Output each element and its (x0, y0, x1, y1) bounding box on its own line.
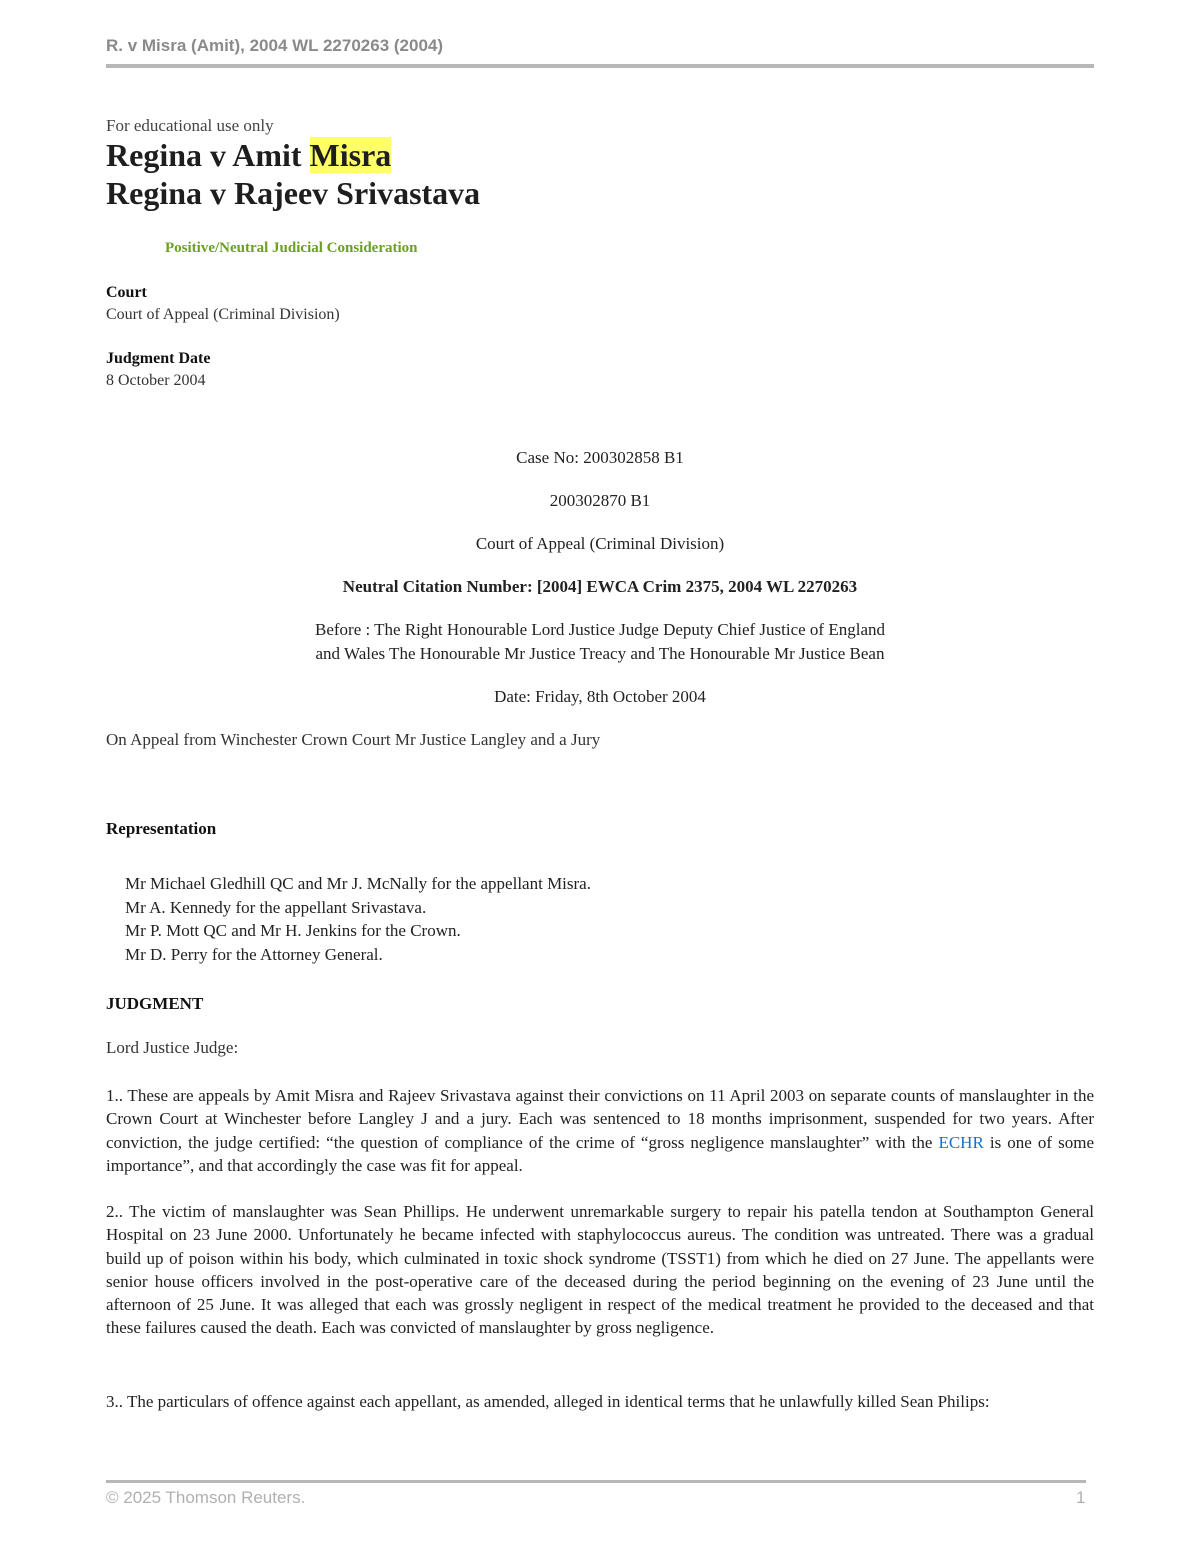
hearing-date: Date: Friday, 8th October 2004 (494, 687, 706, 706)
representation-list (125, 872, 591, 967)
appeal-from: On Appeal from Winchester Crown Court Mr Justice Langley and a Jury (106, 730, 601, 749)
footer-divider (106, 1480, 1086, 1483)
case-number: Case No: 200302858 B1 (516, 448, 684, 467)
paragraph-3: 3.. The particulars of offence against each appellant, as amended, alleged in identical terms that he unlawfully killed Sean Philips: (106, 1392, 990, 1411)
before-judges-line-1: Before : The Right Honourable Lord Justice Judge Deputy Chief Justice of England (314, 620, 885, 639)
running-title: R. v Misra (Amit), 2004 WL 2270263 (2004) (106, 36, 444, 55)
before-judges-line-2: and Wales The Honourable Mr Justice Treacy and The Honourable Mr Justice Bean (315, 644, 885, 663)
copyright: © 2025 Thomson Reuters. (106, 1488, 306, 1507)
court-value: Court of Appeal (Criminal Division) (106, 306, 340, 323)
list-item: Mr P. Mott QC and Mr H. Jenkins for the Crown. (125, 921, 461, 941)
title-line-2: Regina v Rajeev Srivastava (106, 175, 481, 211)
neutral-citation: Neutral Citation Number: [2004] EWCA Crim 2375, 2004 WL 2270263 (342, 577, 858, 596)
court-name: Court of Appeal (Criminal Division) (475, 534, 725, 553)
list-item: Mr D. Perry for the Attorney General. (125, 945, 383, 965)
list-item: Mr A. Kennedy for the appellant Srivastava. (125, 897, 427, 917)
header-divider (106, 64, 1094, 68)
judge-speaker: Lord Justice Judge: (106, 1038, 239, 1057)
judicial-consideration-status[interactable]: Positive/Neutral Judicial Consideration (165, 240, 418, 256)
case-title (106, 136, 480, 212)
paragraph-1-text-end: is one of some importance”, and that accordingly the case was fit for appeal. (106, 1132, 1094, 1175)
judgment-date-value: 8 October 2004 (106, 372, 206, 389)
paragraph-1-text: 1.. These are appeals by Amit Misra and Rajeev Srivastava against their convictions on 11 April 2003 on separate counts of manslaughter in the Crown Court at Winchester before Langley J and a jury. Each was sentenced to 18 months imprisonment, suspended for two years. After conviction, the judge certified: “the question of compliance of the crime of “gross negligence manslaughter” with the (106, 1086, 1094, 1152)
court-label: Court (106, 284, 147, 301)
search-highlight: Misra (309, 137, 392, 173)
case-number-2: 200302870 B1 (549, 491, 651, 510)
title-line-1-prefix: Regina v Amit (106, 137, 310, 173)
judgment-heading: JUDGMENT (106, 994, 204, 1013)
paragraph-2: 2.. The victim of manslaughter was Sean Phillips. He underwent unremarkable surgery to repair his patella tendon at Southampton General Hospital on 23 June 2000. Unfortunately he became infected with staphylococcus aureus. The condition was untreated. There was a gradual build up of poison within his body, which culminated in toxic shock syndrome (TSST1) from which he died on 27 June. The appellants were senior house officers involved in the post-operative care of the deceased during the period beginning on the evening of 23 June until the afternoon of 25 June. It was alleged that each was grossly negligent in respect of the medical treatment he provided to the deceased and that these failures caused the death. Each was convicted of manslaughter by gross negligence. (106, 1202, 1094, 1338)
page-number: 1 (1076, 1488, 1086, 1507)
judgment-date-label: Judgment Date (106, 350, 211, 367)
representation-heading: Representation (106, 819, 217, 838)
list-item: Mr Michael Gledhill QC and Mr J. McNally for the appellant Misra. (125, 874, 591, 893)
echr-link[interactable]: ECHR (938, 1132, 984, 1152)
educational-notice: For educational use only (106, 116, 274, 135)
paragraph-1 (106, 1084, 1094, 1177)
